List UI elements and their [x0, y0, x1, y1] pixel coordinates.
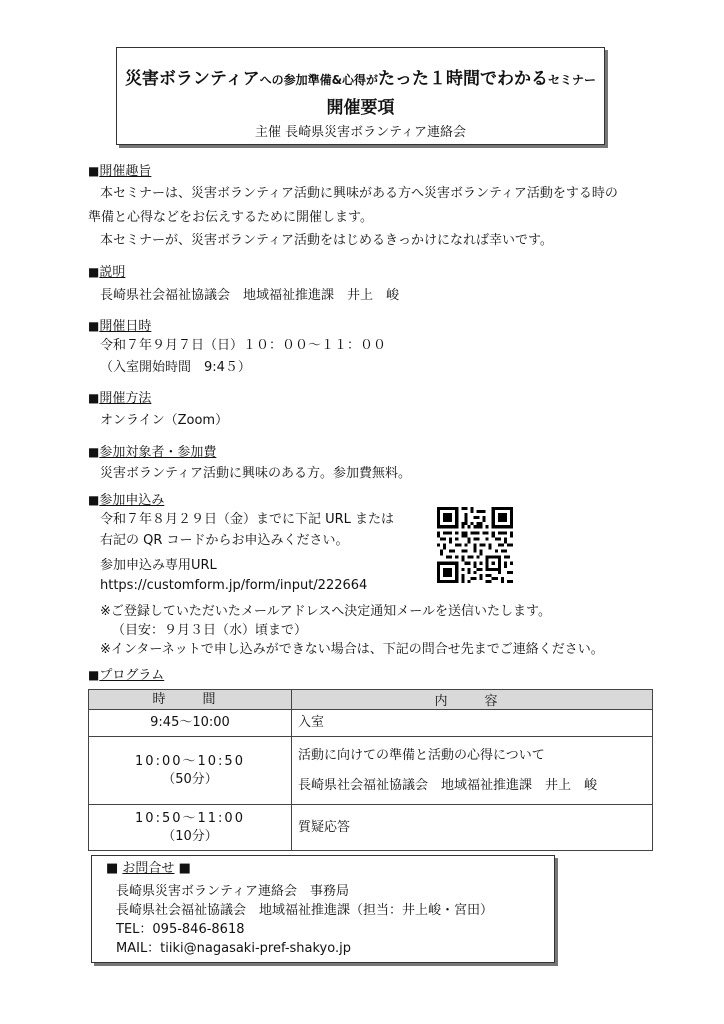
content-text: 質疑応答: [298, 819, 351, 835]
organizer: 主催 長崎県災害ボランティア連絡会: [254, 125, 467, 140]
note-line: ※ご登録していただいたメールアドレスへ決定通知メールを送信いたします。: [100, 604, 551, 619]
speaker-line: 長崎県社会福祉協議会 地域福祉推進課 井上 峻: [100, 288, 400, 303]
section-heading-speaker: [88, 264, 125, 281]
title-box: [116, 47, 605, 145]
heading-text: 開催方法: [99, 391, 152, 406]
heading-text: 参加申込み: [99, 493, 165, 508]
time-text: 10:50～11:00: [135, 810, 245, 826]
section-heading-method: [88, 390, 151, 407]
main-title: [117, 64, 604, 89]
contact-mail[interactable]: MAIL：tiiki@nagasaki-pref-shakyo.jp: [116, 941, 351, 956]
target-line: 災害ボランティア活動に興味のある方。参加費無料。: [100, 466, 411, 481]
black-square-icon: ■: [106, 861, 123, 876]
contact-line: 長崎県災害ボランティア連絡会 事務局: [116, 884, 349, 899]
title-part-2: への参加準備&心得が: [259, 73, 379, 87]
entry-time-line: （入室開始時間 9:4５）: [100, 360, 251, 375]
time-cell: [89, 737, 292, 805]
note-line: ※インターネットで申し込みができない場合は、下記の問合せ先までご連絡ください。: [100, 642, 604, 657]
table-row: [89, 710, 653, 737]
note-line: （目安：９月３日（水）頃まで）: [112, 623, 308, 638]
title-part-1: 災害ボランティア: [124, 69, 260, 89]
apply-instruction-line: 右記の QR コードからお申込みください。: [100, 533, 349, 548]
black-square-icon: ■: [88, 668, 100, 682]
heading-text: 開催日時: [99, 319, 152, 334]
url-label: 参加申込み専用URL: [100, 558, 217, 573]
content-cell: [292, 737, 653, 805]
time-text: 9:45～10:00: [150, 715, 230, 730]
contact-heading-text: お問合せ: [122, 861, 175, 876]
method-line: オンライン（Zoom）: [100, 413, 229, 428]
section-heading-apply: [88, 492, 164, 509]
column-header-content: 内 容: [292, 690, 653, 710]
section-heading-program: [88, 667, 164, 684]
black-square-icon: ■: [88, 391, 100, 405]
content-text: 入室: [298, 715, 325, 730]
program-table: [88, 689, 653, 851]
table-row: [89, 805, 653, 851]
time-text: 10:00～10:50: [135, 753, 245, 769]
heading-text: 参加対象者・参加費: [99, 445, 217, 460]
table-row: [89, 737, 653, 805]
title-part-4: セミナー: [548, 73, 597, 87]
contact-line: 長崎県社会福祉協議会 地域福祉推進課（担当：井上峻・宮田）: [116, 903, 494, 918]
black-square-icon: ■: [174, 861, 191, 876]
purpose-line: 本セミナーは、災害ボランティア活動に興味がある方へ災害ボランティア活動をする時の: [100, 186, 618, 201]
subtitle: 開催要項: [326, 98, 395, 118]
purpose-line: 本セミナーが、災害ボランティア活動をはじめるきっかけになれば幸いです。: [100, 233, 553, 248]
content-text: 長崎県社会福祉協議会 地域福祉推進課 井上 峻: [298, 777, 598, 793]
heading-text: 説明: [99, 265, 126, 280]
contact-box: [91, 855, 555, 963]
section-heading-date: [88, 318, 151, 335]
duration-text: （50分）: [162, 771, 218, 787]
time-cell: [89, 805, 292, 851]
content-text: 活動に向けての準備と活動の心得について: [298, 747, 545, 763]
black-square-icon: ■: [88, 265, 100, 279]
time-cell: [89, 710, 292, 737]
title-part-3: たった１時間でわかる: [378, 69, 549, 89]
duration-text: （10分）: [162, 828, 218, 844]
qr-code-icon[interactable]: [437, 507, 513, 583]
table-header-row: [89, 690, 653, 710]
date-line: 令和７年９月７日（日）１０：００～１１：００: [100, 338, 387, 353]
section-heading-purpose: [88, 163, 151, 180]
apply-deadline-line: 令和７年８月２９日（金）までに下記 URL または: [100, 512, 395, 527]
contact-tel[interactable]: TEL：095-846-8618: [116, 922, 245, 937]
heading-text: 開催趣旨: [99, 164, 152, 179]
black-square-icon: ■: [88, 445, 100, 459]
content-cell: [292, 710, 653, 737]
content-cell: [292, 805, 653, 851]
black-square-icon: ■: [88, 164, 100, 178]
column-header-time: 時 間: [89, 690, 292, 710]
contact-heading: [106, 860, 191, 877]
apply-url-link[interactable]: https://customform.jp/form/input/222664: [100, 578, 368, 593]
purpose-line: 準備と心得などをお伝えするために開催します。: [88, 210, 373, 225]
heading-text: プログラム: [99, 668, 165, 683]
black-square-icon: ■: [88, 319, 100, 333]
black-square-icon: ■: [88, 493, 100, 507]
section-heading-target: [88, 444, 216, 461]
